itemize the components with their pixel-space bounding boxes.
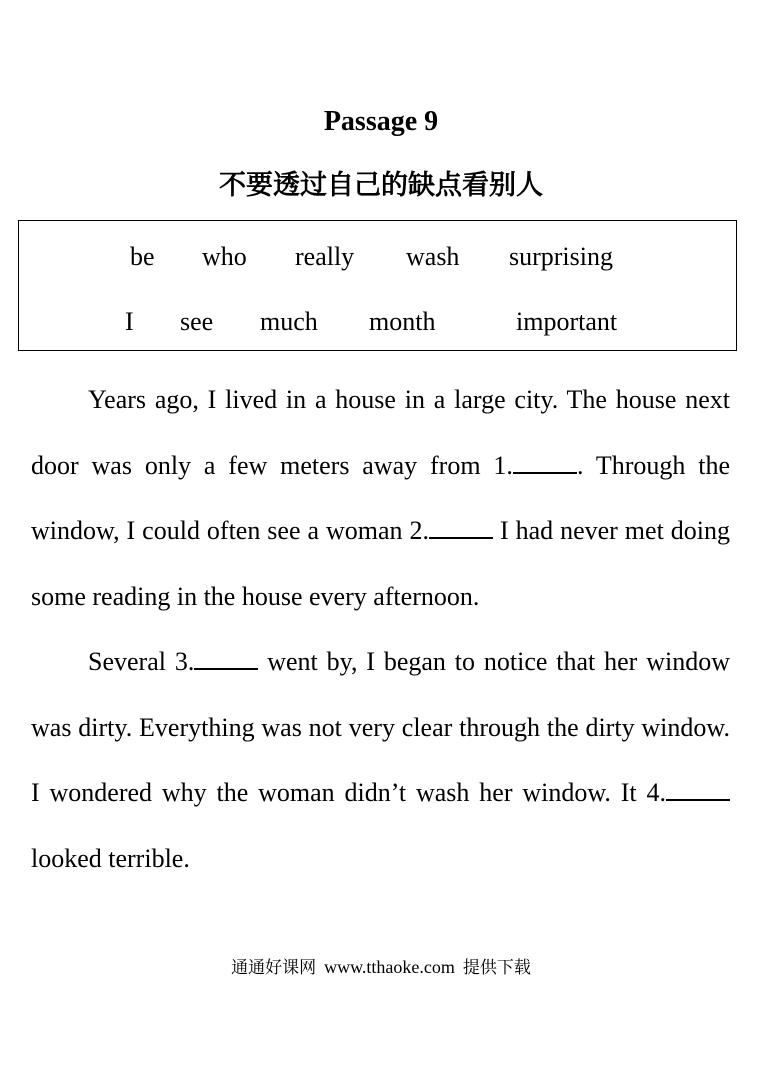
paragraph-2 xyxy=(31,629,730,891)
text-segment: looked terrible. xyxy=(31,843,190,873)
word-bank-item: much xyxy=(260,307,318,336)
paragraph-1 xyxy=(31,367,730,629)
answer-blank-3 xyxy=(194,648,258,670)
passage-body xyxy=(31,367,730,891)
word-bank-item: important xyxy=(516,307,618,336)
word-bank-item: who xyxy=(202,242,247,271)
text-segment: I had never met doing some reading in the house every afternoon. xyxy=(31,516,730,611)
answer-blank-2 xyxy=(429,517,493,539)
word-bank-item: really xyxy=(295,242,355,271)
word-bank-item: I xyxy=(125,307,134,336)
text-segment: Years ago, I lived in a house in a large city. The house next door was only a few meters away from 1. xyxy=(31,385,730,480)
text-segment: went by, I began to notice that her window was dirty. Everything was not very clear through the dirty window. I wondered why the woman didn’t wash her window. It 4. xyxy=(31,647,730,807)
passage-title: Passage 9 xyxy=(323,106,439,137)
word-bank-item: wash xyxy=(406,242,460,271)
footer-url[interactable]: www.tthaoke.com xyxy=(324,957,455,977)
word-bank-item: be xyxy=(130,242,155,271)
passage-subtitle: 不要透过自己的缺点看别人 xyxy=(219,170,543,201)
answer-blank-4 xyxy=(666,779,730,801)
text-segment: Several 3. xyxy=(88,647,195,676)
word-bank-box xyxy=(18,220,737,351)
word-bank-item: surprising xyxy=(509,242,613,271)
word-bank-item: month xyxy=(369,307,436,336)
footer-note: 提供下载 xyxy=(462,958,531,978)
word-bank-item: see xyxy=(180,307,214,336)
page-footer xyxy=(0,956,762,979)
answer-blank-1 xyxy=(513,452,577,474)
text-segment: . Through the window, I could often see a woman 2. xyxy=(31,450,730,545)
footer-site-name: 通通好课网 xyxy=(231,958,317,978)
